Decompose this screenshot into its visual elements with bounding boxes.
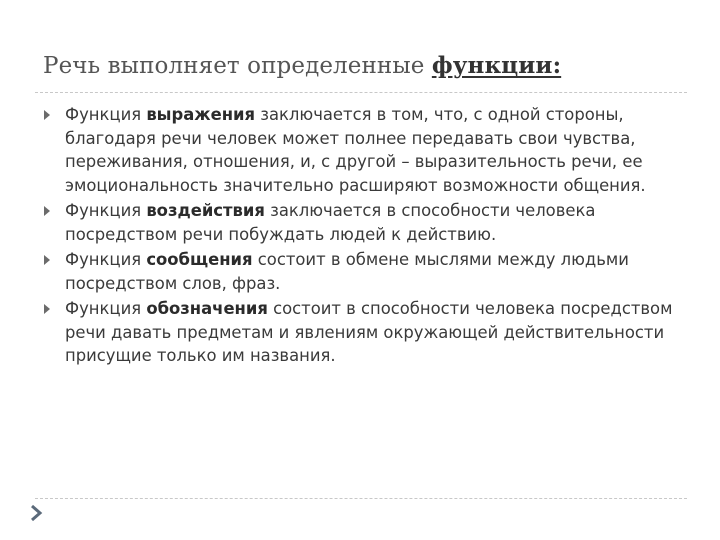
bullet-item-expression [0,103,720,197]
bullet-lead: Функция [65,105,147,124]
bullet-item-influence [0,199,720,246]
title-emphasis: функции: [431,52,562,79]
bullet-keyword: воздействия [146,201,265,220]
slide-title [43,52,561,79]
triangle-right-icon [44,110,50,120]
triangle-right-icon [44,255,50,265]
footer-divider [35,498,687,499]
bullet-text: заключается в том, что, с одной стороны, благодаря речи человек может полнее передавать свои чувства, переживания, отношения, и, с другой – выразительность речи, ее эмоциональность значительно расширяют возможности общения. [65,105,646,195]
bullet-keyword: сообщения [146,250,253,269]
bullet-lead: Функция [65,201,147,220]
bullet-lead: Функция [65,250,147,269]
bullet-item-designation [0,297,720,368]
bullet-item-message [0,248,720,295]
title-divider [35,92,687,93]
bullet-text: состоит в обмене мыслями между людьми посредством слов, фраз. [65,250,629,293]
title-prefix: Речь выполняет определенные [43,53,432,79]
bullet-list [0,103,720,370]
bullet-lead: Функция [65,299,147,318]
triangle-right-icon [44,206,50,216]
chevron-right-icon[interactable] [28,504,44,522]
bullet-keyword: выражения [146,105,256,124]
bullet-keyword: обозначения [146,299,268,318]
bullet-text: состоит в способности человека посредством речи давать предметам и явлениям окружающей действительности присущие только им названия. [65,299,673,365]
bullet-text: заключается в способности человека посредством речи побуждать людей к действию. [65,201,596,244]
triangle-right-icon [44,304,50,314]
